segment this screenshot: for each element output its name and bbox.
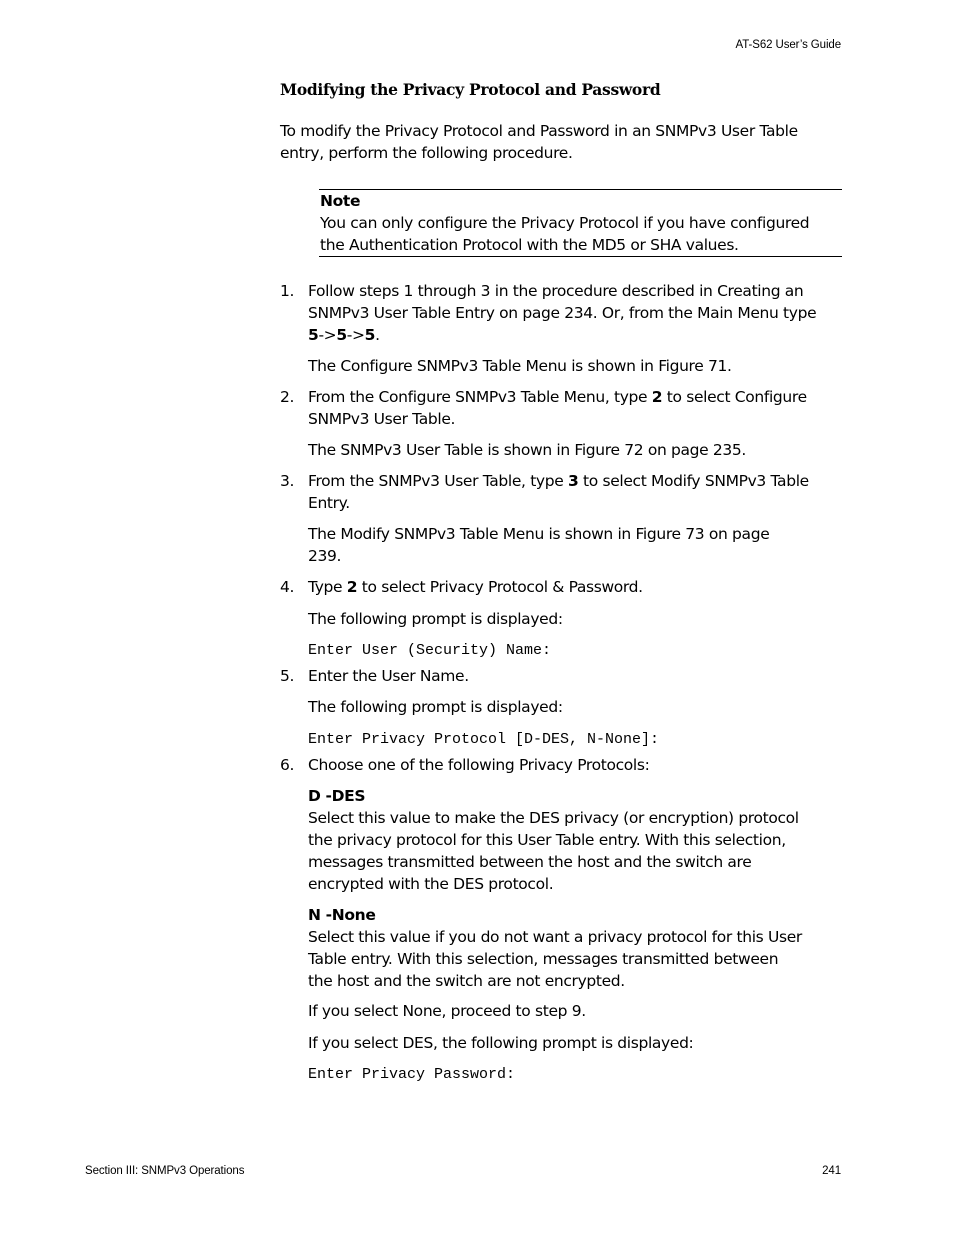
none-instruction: If you select None, proceed to step 9. (308, 1002, 586, 1020)
text-run: Type (308, 578, 347, 596)
intro-line: To modify the Privacy Protocol and Password in an SNMPv3 User Table (280, 122, 798, 140)
step-5-result: The following prompt is displayed: (308, 698, 563, 716)
period: . (375, 326, 380, 344)
option-des (308, 785, 843, 895)
option-line: messages transmitted between the host and the switch are (308, 853, 752, 871)
step-5-text: Enter the User Name. (308, 667, 469, 685)
note-line: You can only configure the Privacy Protocol if you have configured (320, 214, 810, 232)
step-3-text (308, 470, 843, 514)
step-4-text (308, 576, 843, 598)
result-line: 239. (308, 547, 342, 565)
note-line: the Authentication Protocol with the MD5 or SHA values. (320, 236, 739, 254)
key-value: 2 (651, 388, 663, 406)
menu-separator: -> (346, 326, 365, 344)
option-line: Table entry. With this selection, messages transmitted between (308, 950, 779, 968)
text-run: From the SNMPv3 User Table, type (308, 472, 569, 490)
option-line: Select this value if you do not want a privacy protocol for this User (308, 928, 802, 946)
running-header: AT-S62 User’s Guide (735, 39, 841, 51)
text-run: to select Configure (662, 388, 807, 406)
note-text (320, 212, 842, 256)
step-line: SNMPv3 User Table Entry on page 234. Or, from the Main Menu type (308, 304, 817, 322)
note-title: Note (320, 192, 361, 210)
menu-key: 5 (308, 326, 319, 344)
step-6-text: Choose one of the following Privacy Protocols: (308, 756, 650, 774)
intro-line: entry, perform the following procedure. (280, 144, 573, 162)
text-run: From the Configure SNMPv3 Table Menu, type (308, 388, 652, 406)
step-1-result: The Configure SNMPv3 Table Menu is shown in Figure 71. (308, 357, 732, 375)
step-line: Entry. (308, 494, 350, 512)
step-line (308, 470, 843, 492)
step-number: 4. (280, 578, 295, 596)
step-number: 1. (280, 282, 295, 300)
menu-path (308, 324, 843, 346)
option-line: the privacy protocol for this User Table entry. With this selection, (308, 831, 786, 849)
step-line: Follow steps 1 through 3 in the procedure described in Creating an (308, 282, 804, 300)
console-prompt: Enter User (Security) Name: (308, 642, 552, 659)
step-number: 5. (280, 667, 295, 685)
option-label: D -DES (308, 787, 366, 805)
console-prompt: Enter Privacy Password: (308, 1066, 516, 1083)
option-label: N -None (308, 906, 376, 924)
intro-paragraph (280, 120, 840, 164)
step-2-text (308, 386, 843, 430)
section-heading: Modifying the Privacy Protocol and Password (280, 80, 661, 99)
option-none (308, 904, 843, 992)
step-4-result: The following prompt is displayed: (308, 610, 563, 628)
key-value: 3 (568, 472, 579, 490)
console-prompt: Enter Privacy Protocol [D-DES, N-None]: (308, 731, 660, 748)
des-instruction: If you select DES, the following prompt is displayed: (308, 1034, 694, 1052)
step-1-text (308, 280, 843, 346)
menu-key: 5 (364, 326, 376, 344)
note-box (319, 189, 842, 257)
page-number: 241 (822, 1165, 841, 1177)
footer-section: Section III: SNMPv3 Operations (85, 1165, 245, 1177)
option-line: Select this value to make the DES privacy (or encryption) protocol (308, 809, 799, 827)
step-number: 2. (280, 388, 295, 406)
key-value: 2 (346, 578, 358, 596)
step-line: SNMPv3 User Table. (308, 410, 456, 428)
step-3-result (308, 523, 843, 567)
text-run: to select Modify SNMPv3 Table (578, 472, 809, 490)
option-line: encrypted with the DES protocol. (308, 875, 554, 893)
step-number: 3. (280, 472, 295, 490)
option-line: the host and the switch are not encrypted. (308, 972, 625, 990)
step-2-result: The SNMPv3 User Table is shown in Figure 72 on page 235. (308, 441, 746, 459)
result-line: The Modify SNMPv3 Table Menu is shown in Figure 73 on page (308, 525, 770, 543)
menu-key: 5 (336, 326, 347, 344)
text-run: to select Privacy Protocol & Password. (357, 578, 643, 596)
step-number: 6. (280, 756, 295, 774)
step-line (308, 386, 843, 408)
menu-separator: -> (318, 326, 337, 344)
